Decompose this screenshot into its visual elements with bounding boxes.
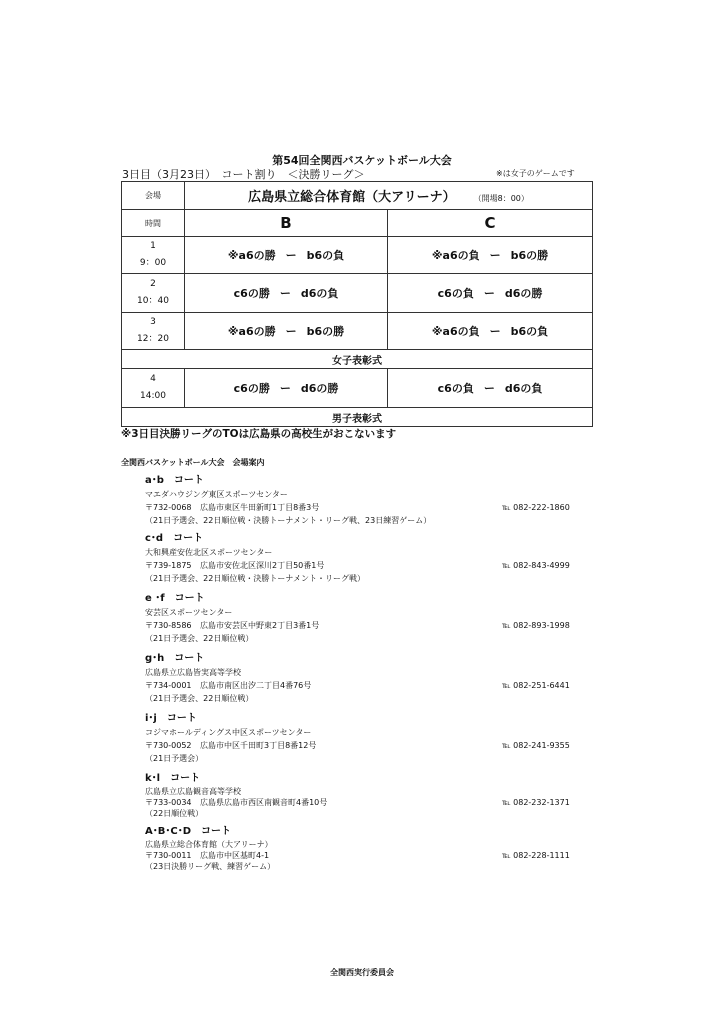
venue-entry — [145, 825, 595, 872]
slot-cell — [122, 369, 185, 408]
team-right: d6の勝 — [300, 382, 339, 395]
postal-code: 〒734-0001 — [145, 681, 192, 690]
venue-name: マエダハウジング東区スポーツセンター — [145, 490, 288, 499]
game-row — [122, 237, 593, 274]
phone — [502, 501, 570, 514]
venue-entry — [145, 474, 595, 527]
venue-row — [122, 182, 593, 210]
venue-name: 安芸区スポーツセンター — [145, 608, 233, 617]
venue-address-line — [145, 501, 595, 514]
slot-cell — [122, 237, 185, 274]
venue-address-line — [145, 559, 595, 572]
phone — [502, 559, 570, 572]
document-subtitle: 3日目（3月23日） コート割り ＜決勝リーグ＞ — [122, 168, 365, 181]
venue-usage: （21日予選会） — [145, 754, 204, 763]
venue-name: 広島県立総合体育館（大アリーナ） — [248, 190, 456, 205]
phone-number: 082-893-1998 — [513, 621, 570, 630]
match-court-c — [388, 369, 593, 408]
address: 広島市中区千田町3丁目8番12号 — [200, 741, 317, 750]
phone-number: 082-241-9355 — [513, 741, 570, 750]
slot-time: 10：40 — [137, 296, 169, 306]
team-left: ※a6の勝 — [227, 325, 276, 338]
match-dash: ー — [285, 249, 297, 262]
footer-organizer: 全関西実行委員会 — [330, 968, 394, 977]
match-dash: ー — [489, 325, 501, 338]
match-dash: ー — [279, 287, 291, 300]
court-c-header: C — [388, 210, 593, 237]
match-court-b — [185, 369, 388, 408]
venue-entry — [145, 532, 595, 585]
ceremony-label: 男子表彰式 — [122, 408, 593, 427]
match-dash: ー — [483, 287, 495, 300]
team-right: b6の負 — [510, 325, 549, 338]
phone-icon: ℡ — [502, 621, 511, 630]
venue-entry — [145, 772, 595, 819]
slot-cell — [122, 274, 185, 313]
match-dash: ー — [483, 382, 495, 395]
phone-number: 082-232-1371 — [513, 798, 570, 807]
phone-number: 082-843-4999 — [513, 561, 570, 570]
time-label: 時間 — [122, 210, 185, 237]
venue-usage: （21日予選会、22日順位戦） — [145, 694, 254, 703]
court-name: c･d コート — [145, 533, 204, 544]
game-row — [122, 313, 593, 350]
phone-number: 082-222-1860 — [513, 503, 570, 512]
phone — [502, 850, 570, 861]
slot-number: 1 — [150, 241, 156, 251]
phone-icon: ℡ — [502, 503, 511, 512]
address: 広島市中区基町4-1 — [200, 851, 270, 860]
team-right: b6の勝 — [306, 325, 345, 338]
venue-name: 大和興産安佐北区スポーツセンター — [145, 548, 273, 557]
match-dash: ー — [279, 382, 291, 395]
venue-name: コジマホールディングス中区スポーツセンター — [145, 728, 312, 737]
team-left: ※a6の勝 — [227, 249, 276, 262]
court-schedule-table — [121, 181, 593, 427]
slot-time: 12：20 — [137, 334, 169, 344]
venue-name: 広島県立広島皆実高等学校 — [145, 668, 241, 677]
phone — [502, 619, 570, 632]
phone-icon: ℡ — [502, 798, 511, 807]
court-name: i･j コート — [145, 713, 197, 724]
venue-name: 広島県立総合体育館（大アリーナ） — [145, 840, 273, 849]
phone — [502, 797, 570, 808]
team-right: d6の負 — [300, 287, 339, 300]
team-right: d6の勝 — [504, 287, 543, 300]
match-court-b — [185, 237, 388, 274]
venue-address-line — [145, 797, 595, 808]
venue-cell — [185, 182, 593, 210]
venue-name: 広島県立広島観音高等学校 — [145, 787, 241, 796]
phone-icon: ℡ — [502, 681, 511, 690]
slot-time: 14:00 — [140, 391, 166, 401]
match-court-b — [185, 313, 388, 350]
address: 広島市安芸区中野東2丁目3番1号 — [200, 621, 320, 630]
court-header-row — [122, 210, 593, 237]
team-left: c6の負 — [437, 287, 474, 300]
address: 広島市安佐北区深川2丁目50番1号 — [200, 561, 325, 570]
match-court-b — [185, 274, 388, 313]
venue-address-line — [145, 850, 595, 861]
court-name: a･b コート — [145, 475, 204, 486]
to-note: ※3日目決勝リーグのTOは広島県の高校生がおこないます — [121, 428, 397, 440]
venue-entry — [145, 712, 595, 765]
slot-number: 2 — [150, 279, 156, 289]
phone-icon: ℡ — [502, 851, 511, 860]
postal-code: 〒732-0068 — [145, 503, 192, 512]
team-left: ※a6の負 — [431, 249, 480, 262]
court-name: e ･f コート — [145, 593, 205, 604]
phone-number: 082-228-1111 — [513, 851, 570, 860]
venue-usage: （21日予選会、22日順位戦） — [145, 634, 254, 643]
venue-address-line — [145, 739, 595, 752]
venue-usage: （23日決勝リーグ戦、練習ゲーム） — [145, 862, 276, 871]
court-b-header: B — [185, 210, 388, 237]
match-dash: ー — [285, 325, 297, 338]
slot-number: 4 — [150, 374, 156, 384]
venue-address-line — [145, 619, 595, 632]
game-row — [122, 274, 593, 313]
slot-number: 3 — [150, 317, 156, 327]
address: 広島市東区牛田新町1丁目8番3号 — [200, 503, 320, 512]
postal-code: 〒730-0011 — [145, 851, 192, 860]
team-left: c6の勝 — [233, 382, 270, 395]
document-title: 第54回全関西バスケットボール大会 — [272, 154, 452, 167]
team-right: b6の勝 — [510, 249, 549, 262]
venue-entry — [145, 652, 595, 705]
ceremony-row-women — [122, 350, 593, 369]
ceremony-label: 女子表彰式 — [122, 350, 593, 369]
postal-code: 〒730-0052 — [145, 741, 192, 750]
postal-code: 〒730-8586 — [145, 621, 192, 630]
phone — [502, 739, 570, 752]
address: 広島県広島市西区南観音町4番10号 — [200, 798, 328, 807]
phone-icon: ℡ — [502, 741, 511, 750]
court-name: A･B･C･D コート — [145, 826, 232, 837]
phone-number: 082-251-6441 — [513, 681, 570, 690]
game-row — [122, 369, 593, 408]
team-left: c6の勝 — [233, 287, 270, 300]
slot-cell — [122, 313, 185, 350]
team-right: b6の負 — [306, 249, 345, 262]
venue-open-time: （開場8：00） — [477, 194, 529, 203]
team-left: ※a6の負 — [431, 325, 480, 338]
postal-code: 〒739-1875 — [145, 561, 192, 570]
match-court-c — [388, 237, 593, 274]
court-name: g･h コート — [145, 653, 205, 664]
venue-usage: （22日順位戦） — [145, 809, 204, 818]
address: 広島市南区出汐二丁目4番76号 — [200, 681, 312, 690]
team-right: d6の負 — [504, 382, 543, 395]
venue-label: 会場 — [122, 182, 185, 210]
court-name: k･l コート — [145, 773, 201, 784]
match-dash: ー — [489, 249, 501, 262]
phone-icon: ℡ — [502, 561, 511, 570]
team-left: c6の負 — [437, 382, 474, 395]
venue-usage: （21日予選会、22日順位戦・決勝トーナメント・リーグ戦、23日練習ゲーム） — [145, 516, 432, 525]
postal-code: 〒733-0034 — [145, 798, 192, 807]
venue-address-line — [145, 679, 595, 692]
venue-guide-title: 全関西バスケットボール大会 会場案内 — [121, 458, 265, 467]
ceremony-row-men — [122, 408, 593, 427]
match-court-c — [388, 274, 593, 313]
phone — [502, 679, 570, 692]
women-game-note: ※は女子のゲームです — [496, 169, 575, 178]
slot-time: 9：00 — [139, 258, 167, 268]
match-court-c — [388, 313, 593, 350]
venue-entry — [145, 592, 595, 645]
venue-usage: （21日予選会、22日順位戦・決勝トーナメント・リーグ戦） — [145, 574, 366, 583]
